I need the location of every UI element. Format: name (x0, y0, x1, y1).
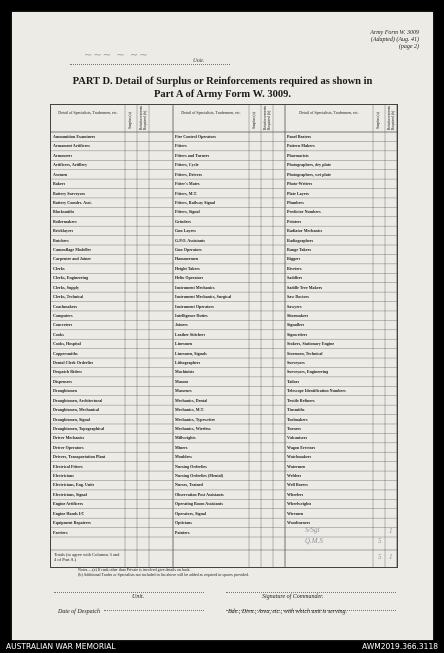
specialist-row-label: Hammermen (175, 257, 199, 262)
specialist-row-label: Wheelwrights (287, 502, 312, 507)
column-heading-reinforcements: Reinforcements Required (b) (387, 105, 395, 130)
specialist-row-label: Nursing Orderlies (175, 464, 207, 469)
specialist-row-label: Instrument Mechanics (175, 285, 215, 290)
specialist-row-label: Mechanics, Typewriter (175, 417, 216, 422)
specialist-row-label: Shoemakers (287, 313, 309, 318)
specialist-row-label: Fitters, Signal (175, 210, 200, 215)
specialist-row-label: Linesmen (175, 342, 193, 347)
specialist-row-label: Helio Operators (175, 276, 204, 281)
specialist-row-label: Battery Comdrs. Asst. (53, 200, 92, 205)
specialist-row-label: Fitter's Mates (175, 182, 200, 187)
specialist-row-label: Painters (175, 530, 190, 535)
column-heading-reinforcements: Reinforcements Required (b) (139, 105, 147, 130)
specialist-row-label: Despatch Riders (53, 370, 82, 375)
specialist-row-label: Lithographers (175, 361, 201, 366)
specialist-row-label: Carpenter and Joiner (53, 257, 92, 262)
handwritten-value: 5 (378, 536, 382, 545)
handwritten-entry: S/Sgt (305, 525, 320, 534)
specialist-row-label: Electricians (53, 474, 74, 479)
specialist-row-label: Cooks (53, 332, 64, 337)
column-heading-surplus: Surplus (a) (128, 112, 132, 129)
specialist-row-label: Grinders (175, 219, 191, 224)
date-field[interactable] (104, 604, 204, 611)
specialist-row-label: G.P.O. Assistants (175, 238, 206, 243)
handwritten-value: 1 (389, 526, 393, 535)
specialist-row-label: Instrument Mechanics, Surgical (175, 295, 232, 300)
specialist-row-label: Draughtsmen, Signal (53, 417, 90, 422)
bde-label: Bde., Divn., Area, etc., with which unit is serving. (228, 609, 347, 615)
specialist-row-label: Moulders (175, 455, 192, 460)
unit-field-label: Unit. (132, 594, 145, 600)
specialist-row-label: Linesmen, Signals (175, 351, 207, 356)
specialist-row-label: Plumbers (287, 200, 304, 205)
specialist-row-label: Nursing Orderlies (Mental) (175, 474, 224, 479)
specialist-row-label: Gun Layers (175, 229, 196, 234)
specialist-row-label: Camouflage Modeller (53, 248, 92, 253)
specialist-row-label: Gun Operators (175, 248, 202, 253)
specialist-row-label: Cooks, Hospital (53, 342, 81, 347)
specialist-row-label: Riggers (287, 257, 301, 262)
column-heading-surplus: Surplus (a) (252, 112, 256, 129)
specialist-row-label: Clerks (53, 266, 65, 271)
specialist-row-label: Surveyors, Engineering (287, 370, 329, 375)
specialist-row-label: Tailors (287, 379, 300, 384)
specialist-row-label: Clerks, Engineering (53, 276, 89, 281)
specialist-row-label: Welders (287, 474, 302, 479)
specialist-row-label: Radiator Mechanics (287, 229, 323, 234)
specialist-row-label: Panel Beaters (287, 135, 312, 139)
specialist-row-label: Joiners (175, 323, 188, 328)
specialist-row-label: Predictor Numbers (287, 210, 321, 215)
specialist-row-label: Saddlers (287, 276, 303, 281)
specialist-row-label: Mechanics, Dental (175, 398, 208, 403)
specialist-row-label: Range Takers (287, 248, 312, 253)
signature-field[interactable] (226, 586, 396, 593)
specialist-row-label: Observation Post Assistants (175, 492, 224, 497)
specialist-row-label: Bricklayers (53, 229, 74, 234)
specialist-row-label: Wheelers (287, 492, 304, 497)
specialist-row-label: Turners (287, 426, 301, 431)
specialist-row-label: Wagon Erectors (287, 445, 316, 450)
specialist-row-label: Mechanics, M.T. (175, 408, 205, 413)
column-heading-reinforcements: Reinforcements Required (b) (263, 105, 271, 130)
form-page (12, 12, 433, 640)
column-heading-specialists: Detail of Specialists, Tradesmen, etc. (299, 110, 359, 115)
specialist-row-label: Telescope Identification Numbers (287, 389, 346, 394)
specialist-row-label: Fitters and Turners (175, 153, 210, 158)
specialist-row-label: Storemen, Technical (287, 351, 323, 356)
handwritten-unit: ~~~ ~ ~~ (84, 50, 149, 61)
column-heading-surplus: Surplus (a) (376, 112, 380, 129)
date-label: Date of Despatch (58, 609, 100, 615)
specialist-row-label: Battery Surveyors (53, 191, 86, 196)
specialist-row-label: Armament Artificers (53, 144, 90, 149)
specialist-row-label: Photographers, wet plate (287, 172, 331, 177)
specialist-row-label: Machinists (175, 370, 195, 375)
specialist-row-label: Sawyers (287, 304, 302, 309)
specialist-row-label: Draughtsmen (53, 389, 77, 394)
specialist-row-label: Engine Artificers (53, 502, 84, 507)
specialist-row-label: Coachmakers (53, 304, 78, 309)
specialist-row-label: Dental Clerk Orderlies (53, 361, 94, 366)
specialist-row-label: Saddle Tree Makers (287, 285, 323, 290)
specialist-row-label: Draughtsmen, Architectural (53, 398, 103, 403)
table-grid (51, 105, 397, 567)
specialist-row-label: Electricians, Eng. Units (53, 483, 95, 488)
specialist-row-label: Millwrights (175, 436, 196, 441)
specialist-row-label: Watchmakers (287, 455, 312, 460)
specialist-row-label: Driver Operators (53, 445, 84, 450)
specialist-row-label: Textile Refiners (287, 398, 315, 403)
specialist-row-label: Fitters, Drivers (175, 172, 203, 177)
handwritten-entry: Q.M.S (305, 536, 323, 545)
notes: Notes.—(a) If rank other than Private is involved give details on back. (b) Additional Trades or Specialists not included in list above will be added as required in spaces provided. (78, 567, 250, 577)
specialist-row-label: Well Borers (287, 483, 308, 488)
specialist-row-label: Armourers (53, 153, 73, 158)
caption-bar (0, 642, 444, 653)
specialist-row-label: Tinsmiths (287, 408, 305, 413)
specialist-row-label: Stokers, Stationary Engine (287, 342, 335, 347)
specialist-row-label: Drivers, Transportation Plant (53, 455, 106, 460)
specialist-row-label: Masons (175, 379, 189, 384)
specialist-row-label: Electricians, Signal (53, 492, 87, 497)
unit-line (70, 56, 230, 65)
specialist-row-label: Operating Room Assistants (175, 502, 223, 507)
specialist-row-label: Masseurs (175, 389, 192, 394)
column-heading-specialists: Detail of Specialists, Tradesmen, etc. (58, 110, 118, 115)
specialist-row-label: Fitters, M.T. (175, 191, 198, 196)
specialist-row-label: Driver Mechanics (53, 436, 85, 441)
handwritten-total-surplus: 5 (378, 553, 382, 561)
specialist-row-label: Signallers (287, 323, 305, 328)
form-number: Army Form W. 3009 (Adapted) (Aug. 41) (page 2) (370, 30, 419, 50)
specialist-row-label: Blacksmiths (53, 210, 75, 215)
specialist-row-label: Instrument Operators (175, 304, 214, 309)
specialist-row-label: Intelligence Duties (175, 313, 208, 318)
specialist-row-label: Draughtsmen, Topographical (53, 426, 105, 431)
specialist-row-label: Bakers (53, 182, 66, 187)
specialist-row-label: Pattern Makers (287, 144, 315, 149)
specialist-row-label: Fitters, Railway Signal (175, 200, 216, 205)
specialist-row-label: Radiographers (287, 238, 314, 243)
unit-field[interactable] (54, 586, 204, 593)
caption-right: AWM2019.366.3118 (362, 642, 438, 651)
signature-label: Signature of Commander. (262, 594, 324, 600)
specialist-row-label: Saw Doctors (287, 295, 309, 300)
specialist-row-label: Pharmacists (287, 153, 309, 158)
column-heading-specialists: Detail of Specialists, Tradesmen, etc. (181, 110, 241, 115)
specialist-row-label: Coppersmiths (53, 351, 78, 356)
specialist-row-label: Toolmakers (287, 417, 308, 422)
specialist-row-label: Nurses, Trained (175, 483, 203, 488)
specialist-row-label: Fitters (175, 144, 187, 149)
form-title: PART D. Detail of Surplus or Reinforcements required as shown in Part A of Army Form W. 3009. (72, 76, 373, 100)
specialist-row-label: Equipment Repairers (53, 521, 91, 526)
specialist-row-label: Artificers, Artillery (53, 163, 88, 168)
specialist-row-label: Axemen (53, 172, 68, 177)
specialist-row-label: Dispensers (53, 379, 72, 384)
specialist-row-label: Watermen (287, 464, 306, 469)
specialist-row-label: Clerks, Technical (53, 295, 84, 300)
specialist-row-label: Mechanics, Wireless (175, 426, 211, 431)
specialist-row-label: Surveyors (287, 361, 305, 366)
specialist-row-label: Plate Layers (287, 191, 310, 196)
specialist-row-label: Concreters (53, 323, 73, 328)
specialist-row-label: Draughtsmen, Mechanical (53, 408, 100, 413)
specialists-table (50, 104, 398, 568)
handwritten-total-reinforcements: 1 (389, 553, 393, 561)
specialist-row-label: Fitters, Cycle (175, 163, 199, 168)
specialist-row-label: Farriers (53, 530, 68, 535)
specialist-row-label: Opticians (175, 521, 192, 526)
specialist-row-label: Woodturners (287, 521, 311, 526)
specialist-row-label: Electrical Fitters (53, 464, 83, 469)
specialist-row-label: Ammunition Examiners (53, 135, 96, 139)
specialist-row-label: Leather Stitchers (175, 332, 206, 337)
unit-label: Unit. (193, 58, 205, 64)
specialist-row-label: Wiremen (287, 511, 304, 516)
specialist-row-label: Height Takers (175, 266, 200, 271)
specialist-row-label: Operators, Signal (175, 511, 207, 516)
specialist-row-label: Clerks, Supply (53, 285, 80, 290)
specialist-row-label: Signwriters (287, 332, 308, 337)
specialist-row-label: Computers (53, 313, 73, 318)
totals-label: Totals (to agree with Columns 3 and 4 of Part A.) (54, 552, 120, 562)
specialist-row-label: Butchers (53, 238, 69, 243)
specialist-row-label: Riveters (287, 266, 302, 271)
specialist-row-label: Engine Hands I/C (53, 511, 85, 516)
specialist-row-label: Fire Control Operators (175, 135, 216, 139)
specialist-row-label: Boilermakers (53, 219, 77, 224)
specialist-row-label: Vulcanisers (287, 436, 308, 441)
specialist-row-label: Printers (287, 219, 302, 224)
specialist-row-label: Photographers, dry plate (287, 163, 331, 168)
caption-left: AUSTRALIAN WAR MEMORIAL (6, 642, 116, 651)
specialist-row-label: Miners (175, 445, 188, 450)
specialist-row-label: Photo-Writers (287, 182, 313, 187)
